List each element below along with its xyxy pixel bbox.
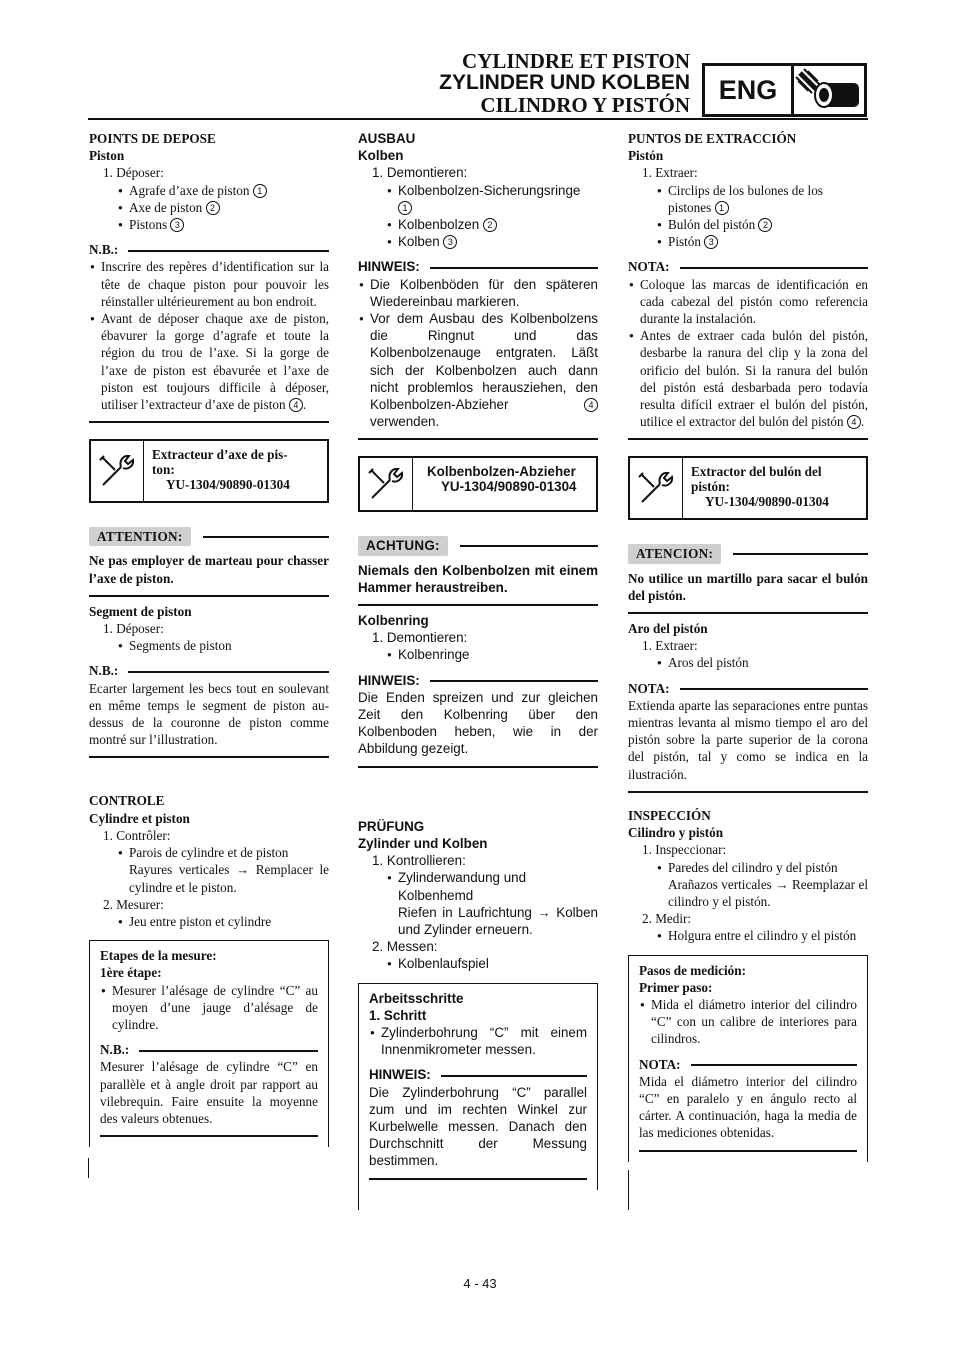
tool-name: Kolbenbolzen-Abzieher — [427, 464, 576, 480]
subsection-heading: Piston — [89, 148, 125, 164]
attention-text: Niemals den Kolbenbolzen mit einem Hammer heraustreiben. — [358, 562, 598, 595]
step: 1. Demontieren: — [372, 630, 468, 646]
attention-heading: ACHTUNG: — [358, 536, 598, 555]
box-subheading: 1ère étape: — [100, 965, 162, 981]
subsection-heading: Pistón — [628, 148, 664, 164]
wrench-icon — [91, 441, 144, 501]
list-item-detail: Arañazos verticales → Reemplazar el cilindro y el pistón. — [668, 876, 868, 909]
box-item: ● Mida el diámetro interior del cilindro “C” con un calibre de interiores para cilindros. — [639, 996, 857, 1048]
list-item: ● Axe de piston 2 — [89, 199, 329, 216]
list-item: ● Circlips de los bulones de los pistones 1 — [628, 182, 868, 216]
procedure-box — [358, 983, 598, 1190]
attention-text: Ne pas employer de marteau pour chasser l’axe de piston. — [89, 553, 329, 586]
subsection-heading: Segment de piston — [89, 603, 192, 619]
note-text: Die Zylinderbohrung “C” parallel zum und im rechten Winkel zur Kurbelwelle messen. Danach den Durchschnitt der Messung bestimmen. — [369, 1084, 587, 1169]
list-item: ● Paredes del cilindro y del pistón — [628, 859, 868, 876]
attention-heading: ATTENTION: — [89, 527, 329, 546]
title-de: ZYLINDER UND KOLBEN — [439, 71, 690, 94]
step: 2. Medir: — [642, 911, 692, 927]
step: 1. Déposer: — [103, 165, 164, 181]
special-tool-box — [358, 456, 598, 512]
section-heading: CONTROLE — [89, 793, 165, 809]
note-text: Die Enden spreizen und zur gleichen Zeit den Kolbenring über den Kolbenboden heben, wie in der Abbildung gezeigt. — [358, 689, 598, 757]
note-heading: N.B.: — [89, 662, 329, 679]
list-item: ● Bulón del pistón 2 — [628, 216, 868, 233]
note-heading: N.B.: — [100, 1041, 318, 1058]
step: 1. Extraer: — [642, 165, 698, 181]
note-end-rule — [89, 421, 329, 423]
attention-text: No utilice un martillo para sacar el bulón del pistón. — [628, 570, 868, 603]
subsection-heading: Kolben — [358, 148, 404, 164]
list-item: ● Pistón 3 — [628, 233, 868, 250]
note-heading: NOTA: — [639, 1056, 857, 1073]
tool-number: YU-1304/90890-01304 — [166, 477, 290, 493]
subsection-heading: Zylinder und Kolben — [358, 835, 488, 851]
box-item: ● Mesurer l’alésage de cylindre “C” au moyen d’une jauge d’alésage de cylindre. — [100, 982, 318, 1034]
list-item: ● Aros del pistón — [628, 654, 868, 671]
section-heading: POINTS DE DEPOSE — [89, 131, 216, 146]
subsection-heading: Kolbenring — [358, 613, 429, 629]
tool-number: YU-1304/90890-01304 — [441, 479, 577, 495]
note-item: ● Die Kolbenböden für den späteren Wiedereinbau markieren. — [358, 276, 598, 310]
step: 1. Extraer: — [642, 638, 698, 654]
box-subheading: 1. Schritt — [369, 1007, 427, 1023]
list-item: ● Kolbenbolzen-Sicherungsringe 1 — [358, 182, 598, 216]
column-german — [358, 130, 598, 1190]
page-number: 4 - 43 — [463, 1276, 497, 1291]
attention-heading: ATENCION: — [628, 544, 868, 563]
step: 1. Déposer: — [103, 621, 164, 637]
subsection-heading: Cylindre et piston — [89, 810, 190, 826]
note-end-rule — [639, 1150, 857, 1152]
section-heading: PRÜFUNG — [358, 818, 425, 834]
note-end-rule — [369, 1178, 587, 1180]
procedure-box — [628, 955, 868, 1162]
header-titles — [439, 50, 690, 116]
title-es: CILINDRO Y PISTÓN — [480, 93, 690, 117]
note-heading: HINWEIS: — [369, 1066, 587, 1083]
note-heading: N.B.: — [89, 241, 329, 258]
note-item: ● Avant de déposer chaque axe de piston, ébavurer la gorge d’agrafe et toute la région du trou de l’axe. Si la gorge de l’axe de piston est ébavurée et l’axe de piston est toujours difficile à déposer, utiliser l’extracteur d’axe de piston 4 . — [89, 310, 329, 413]
note-text: Mesurer l’alésage de cylindre “C” en parallèle et à angle droit par rapport au vilebrequin. Faire ensuite la moyenne des valeurs obtenues. — [100, 1059, 318, 1126]
subsection-heading: Aro del pistón — [628, 621, 708, 637]
column-spanish — [628, 130, 868, 1162]
tool-name: Extracteur d’axe de pis- — [152, 447, 288, 463]
step: 1. Inspeccionar: — [642, 842, 727, 858]
note-heading: HINWEIS: — [358, 258, 598, 275]
note-text: Extienda aparte las separaciones entre puntas mientras levanta al mismo tiempo el aro del pistón sobre la parte superior de la corona del pistón, tal y como se indica en la ilustración. — [628, 697, 868, 782]
tool-number: YU-1304/90890-01304 — [705, 494, 829, 510]
note-item: ● Inscrire des repères d’identification sur la tête de chaque piston pour pouvoir les réinstaller ultérieurement au bon endroit. — [89, 258, 329, 310]
box-subheading: Primer paso: — [639, 979, 713, 995]
note-text: Mida el diámetro interior del cilindro “C” en paralelo y en ángulo recto al cárter. A continuación, haga la media de las mediciones obtenidas. — [639, 1073, 857, 1141]
note-item: ● Coloque las marcas de identificación en cada cabezal del pistón como referencia durante la instalación. — [628, 276, 868, 328]
list-item: ● Segments de piston — [89, 637, 329, 654]
wrench-icon — [630, 458, 683, 518]
step: 2. Messen: — [372, 939, 438, 955]
section-heading: PUNTOS DE EXTRACCIÓN — [628, 131, 797, 146]
note-heading: NOTA: — [628, 680, 868, 697]
special-tool-box — [628, 456, 868, 520]
step: 2. Mesurer: — [103, 896, 164, 912]
box-heading: Arbeitsschritte — [369, 990, 464, 1006]
attention-end-rule — [358, 604, 598, 606]
note-item: ● Antes de extraer cada bulón del pistón, desbarbe la ranura del clip y la zona del orificio del bulón. Si la ranura del bulón del pistón está desbarbada pero todavía resulta difícil extraer el bulón del pistón, utilice el extractor del bulón del pistón 4 . — [628, 327, 868, 430]
step: 1. Contrôler: — [103, 827, 171, 843]
list-item: ● Zylinderwandung und Kolbenhemd — [358, 869, 598, 903]
box-heading: Pasos de medición: — [639, 962, 746, 978]
note-end-rule — [628, 438, 868, 440]
procedure-box — [89, 940, 329, 1147]
badge-label: ENG — [705, 66, 794, 114]
section-heading: INSPECCIÓN — [628, 807, 711, 823]
list-item: ● Agrafe d’axe de piston 1 — [89, 182, 329, 199]
list-item: ● Kolbenringe — [358, 646, 598, 663]
list-item: ● Kolbenbolzen 2 — [358, 216, 598, 233]
note-end-rule — [358, 438, 598, 440]
tool-name-cont: pistón: — [691, 479, 730, 495]
list-item: ● Pistons 3 — [89, 216, 329, 233]
note-item: ● Vor dem Ausbau des Kolbenbolzens die Ringnut und das Kolbenbolzenauge entgraten. Läßt sich der Kolbenbolzen auch dann nicht problemlos herausziehen, den Kolbenbolzen-Abzieher 4 verwenden. — [358, 310, 598, 430]
section-badge — [702, 63, 867, 117]
list-item: ● Jeu entre piston et cylindre — [89, 913, 329, 930]
list-item: ● Kolbenlaufspiel — [358, 955, 598, 972]
note-text: Ecarter largement les becs tout en soulevant en même temps le segment de piston au-dessus de la couronne de piston comme montré sur l’illustration. — [89, 680, 329, 748]
column-rule — [88, 1158, 89, 1178]
title-fr: CYLINDRE ET PISTON — [462, 49, 690, 73]
tool-name-cont: ton: — [152, 462, 175, 478]
list-item-detail: Rayures verticales → Remplacer le cylindre et le piston. — [129, 862, 329, 895]
header-rule — [88, 118, 868, 120]
list-item: ● Kolben 3 — [358, 233, 598, 250]
list-item: ● Parois de cylindre et de piston — [89, 844, 329, 861]
engine-gear-icon — [794, 66, 864, 114]
wrench-icon — [360, 458, 413, 510]
step: 1. Demontieren: — [372, 165, 468, 181]
attention-end-rule — [628, 612, 868, 614]
note-heading: NOTA: — [628, 258, 868, 275]
box-item: ● Zylinderbohrung “C” mit einem Innenmikrometer messen. — [369, 1024, 587, 1058]
note-heading: HINWEIS: — [358, 672, 598, 689]
column-french — [89, 130, 329, 1147]
list-item-detail: Riefen in Laufrichtung → Kolben und Zylinder erneuern. — [398, 904, 598, 937]
tool-name: Extractor del bulón del — [691, 464, 822, 480]
box-heading: Etapes de la mesure: — [100, 948, 217, 964]
special-tool-box — [89, 439, 329, 503]
attention-end-rule — [89, 595, 329, 597]
step: 1. Kontrollieren: — [372, 853, 466, 869]
list-item: ● Holgura entre el cilindro y el pistón — [628, 927, 868, 944]
section-heading: AUSBAU — [358, 131, 416, 146]
subsection-heading: Cilindro y pistón — [628, 825, 724, 841]
column-rule — [628, 1170, 629, 1210]
note-end-rule — [100, 1135, 318, 1137]
